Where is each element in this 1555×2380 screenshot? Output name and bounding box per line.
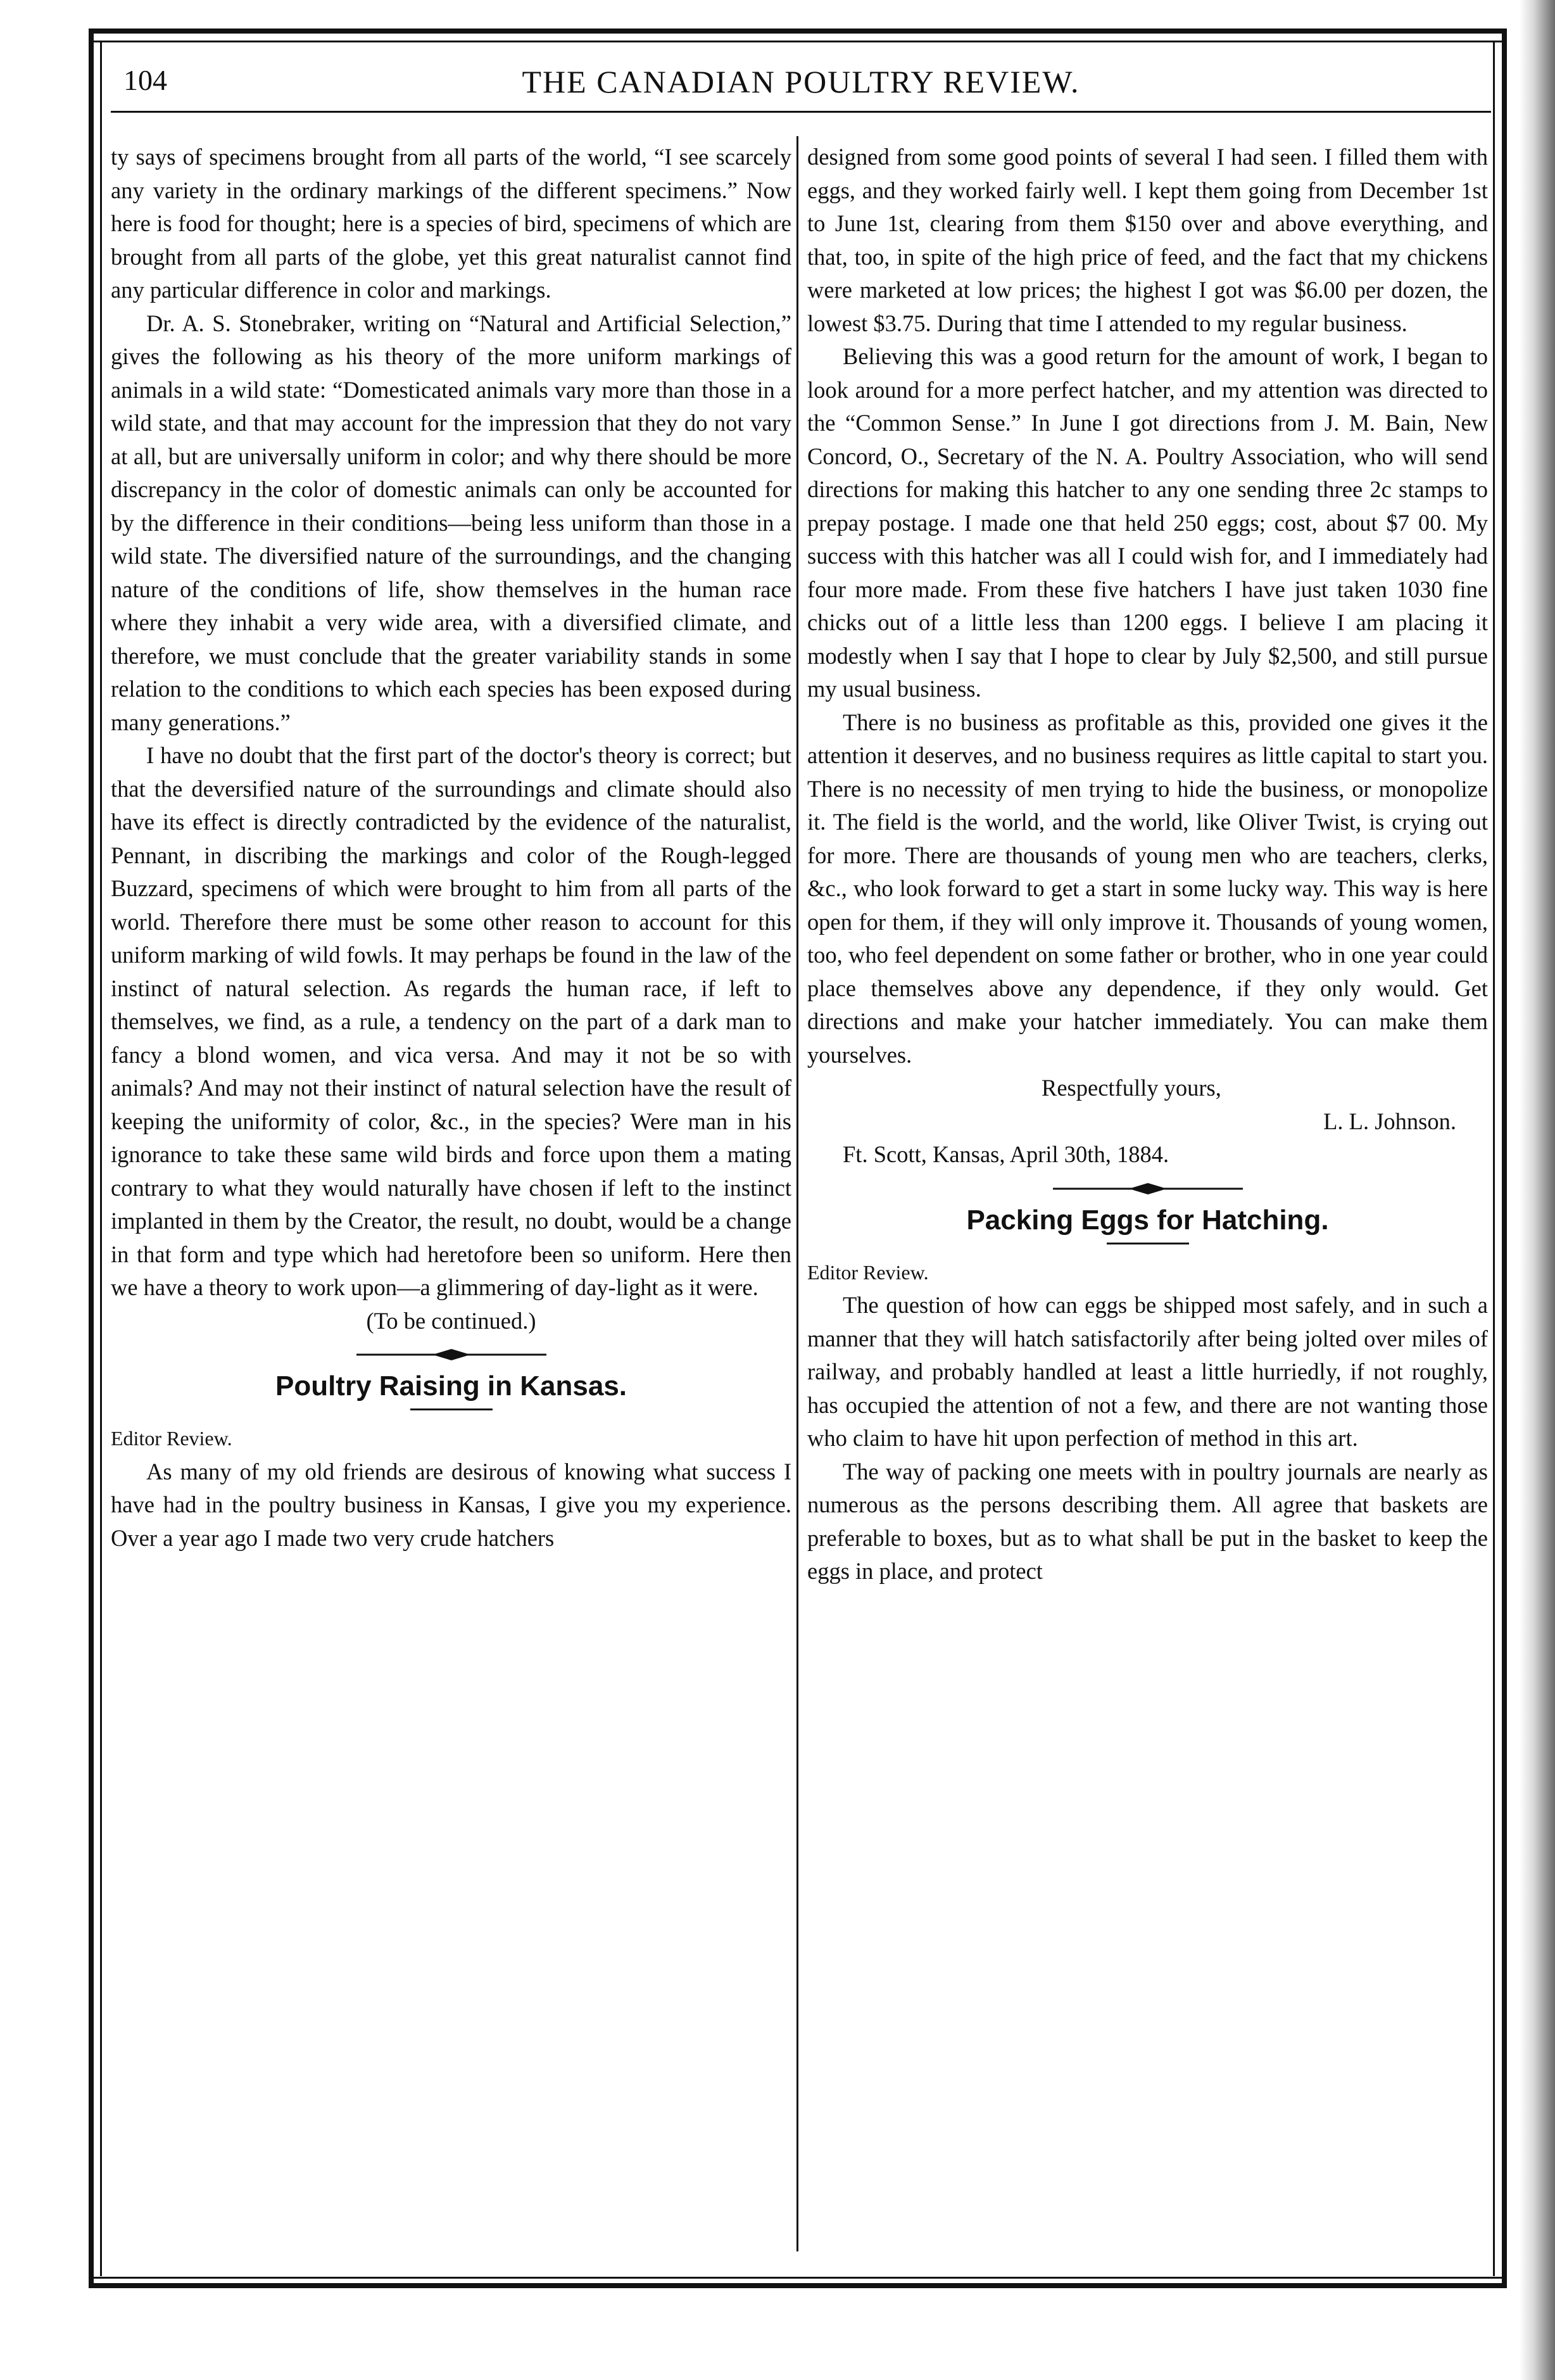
article-paragraph: There is no business as profitable as this, provided one gives it the attention it deserves, and no business requires as little capital to start you. There is no necessity of men trying to hide the business, or monopolize it. The field is the world, and the world, like Oliver Twist, is crying out for more. There are thousands of young men who are teachers, clerks, &c., who look forward to get a start in some lucky way. This way is here open for them, if they will only improve it. Thousands of young women, too, who feel dependent on some father or brother, who in one year could place themselves above any dependence, if they only would. Get directions and make your hatcher immediately. You can make them yourselves.	[807, 709, 1488, 1068]
left-border-inner	[100, 41, 102, 2276]
left-column	[111, 141, 791, 1555]
ornament-divider	[1053, 1182, 1243, 1196]
article-paragraph: designed from some good points of several I had seen. I filled them with eggs, and they worked fairly well. I kept them going from December 1st to June 1st, clearing from them $150 over and above everything, and that, too, in spite of the high price of feed, and the fact that my chickens were marketed at low prices; the highest I got was $6.00 per dozen, the lowest $3.75. During that time I attended to my regular business.	[807, 144, 1488, 336]
continued-note: (To be continued.)	[366, 1307, 536, 1334]
scan-edge-shadow	[1520, 0, 1555, 2380]
article-paragraph: Believing this was a good return for the amount of work, I began to look around for a more perfect hatcher, and my attention was directed to the “Common Sense.” In June I got directions from J. M. Bain, New Concord, O., Secretary of the N. A. Poultry Association, who will send directions for making this hatcher to any one sending three 2c stamps to prepay postage. I made one that held 250 eggs; cost, about $7 00. My success with this hatcher was all I could wish for, and I immediately had four more made. From these five hatchers I have just taken 1030 fine chicks out of a little less than 1200 eggs. I believe I am placing it modestly when I say that I hope to clear by July $2,500, and still pursue my usual business.	[807, 343, 1488, 702]
header-rule	[111, 111, 1491, 113]
article-paragraph: As many of my old friends are desirous of knowing what success I have had in the poultry business in Kansas, I give you my experience. Over a year ago I made two very crude hatchers	[111, 1458, 791, 1551]
journal-title: THE CANADIAN POULTRY REVIEW.	[522, 64, 1080, 99]
article-title: Packing Eggs for Hatching.	[966, 1204, 1329, 1236]
right-column	[807, 141, 1488, 1588]
salutation: Editor Review.	[807, 1260, 929, 1284]
place-date: Ft. Scott, Kansas, April 30th, 1884.	[843, 1141, 1169, 1167]
top-border-thin	[89, 41, 1507, 42]
signature: L. L. Johnson.	[1323, 1108, 1456, 1134]
bottom-border-thick	[89, 2283, 1507, 2288]
article-paragraph: The question of how can eggs be shipped most safely, and in such a manner that they will hatch satisfactorily after being jolted over miles of railway, and probably handled at least a little hurriedly, if not roughly, has occupied the attention of not a few, and there are not wanting those who claim to have hit upon perfection of method in this art.	[807, 1292, 1488, 1451]
article-paragraph: The way of packing one meets with in poultry journals are nearly as numerous as the persons describing them. All agree that baskets are preferable to boxes, but as to what shall be put in the basket to keep the eggs in place, and protect	[807, 1458, 1488, 1584]
article-paragraph: I have no doubt that the first part of the doctor's theory is correct; but that the deversified nature of the surroundings and climate should also have its effect is directly contradicted by the evidence of the naturalist, Pennant, in discribing the markings and color of the Rough-legged Buzzard, specimens of which were brought to him from all parts of the world. Therefore there must be some other reason to account for this uniform marking of wild fowls. It may perhaps be found in the law of the instinct of natural selection. As regards the human race, if left to themselves, we find, as a rule, a tendency on the part of a dark man to fancy a blond women, and vica versa. And may it not be so with animals? And may not their instinct of natural selection have the result of keeping the uniformity of color, &c., in the species? Were man in his ignorance to take these same wild birds and force upon them a mating contrary to what they would naturally have chosen if left to the instinct implanted in them by the Creator, the result, no doubt, would be a change in that form and type which had heretofore been so uniform. Here then we have a theory to work upon—a glimmering of day-light as it were.	[111, 742, 791, 1300]
right-border-inner	[1493, 41, 1495, 2276]
title-rule	[410, 1408, 493, 1410]
page-header	[111, 63, 1491, 114]
top-border-thick	[89, 28, 1507, 34]
article-paragraph: Dr. A. S. Stonebraker, writing on “Natural and Artificial Selection,” gives the following as his theory of the more uniform markings of animals in a wild state: “Domesticated animals vary more than those in a wild state, and that may account for the impression that they do not vary at all, but are universally uniform in color; and why there should be more discrepancy in the color of domestic animals can only be accounted for by the difference in their conditions—being less uniform than those in a wild state. The diversified nature of the surroundings, and the changing nature of the conditions of life, show themselves in the human race where they inhabit a very wide area, with a diversified climate, and therefore, we must conclude that the greater variability stands in some relation to the conditions to which each species has been exposed during many generations.”	[111, 310, 791, 735]
left-border-outer	[89, 28, 94, 2283]
ornament-divider	[356, 1348, 546, 1362]
article-title: Poultry Raising in Kansas.	[275, 1370, 627, 1402]
column-divider	[796, 136, 798, 2251]
article-paragraph: ty says of specimens brought from all parts of the world, “I see scarcely any variety in the ordinary markings of the different specimens.” Now here is food for thought; here is a species of bird, specimens of which are brought from all parts of the globe, yet this great naturalist cannot find any particular difference in color and markings.	[111, 144, 791, 303]
title-rule	[1107, 1243, 1189, 1244]
salutation: Editor Review.	[111, 1427, 232, 1450]
page-number: 104	[123, 64, 167, 96]
right-border-outer	[1502, 28, 1507, 2283]
bottom-border-thin	[89, 2277, 1507, 2279]
closing-line: Respectfully yours,	[1042, 1075, 1221, 1101]
